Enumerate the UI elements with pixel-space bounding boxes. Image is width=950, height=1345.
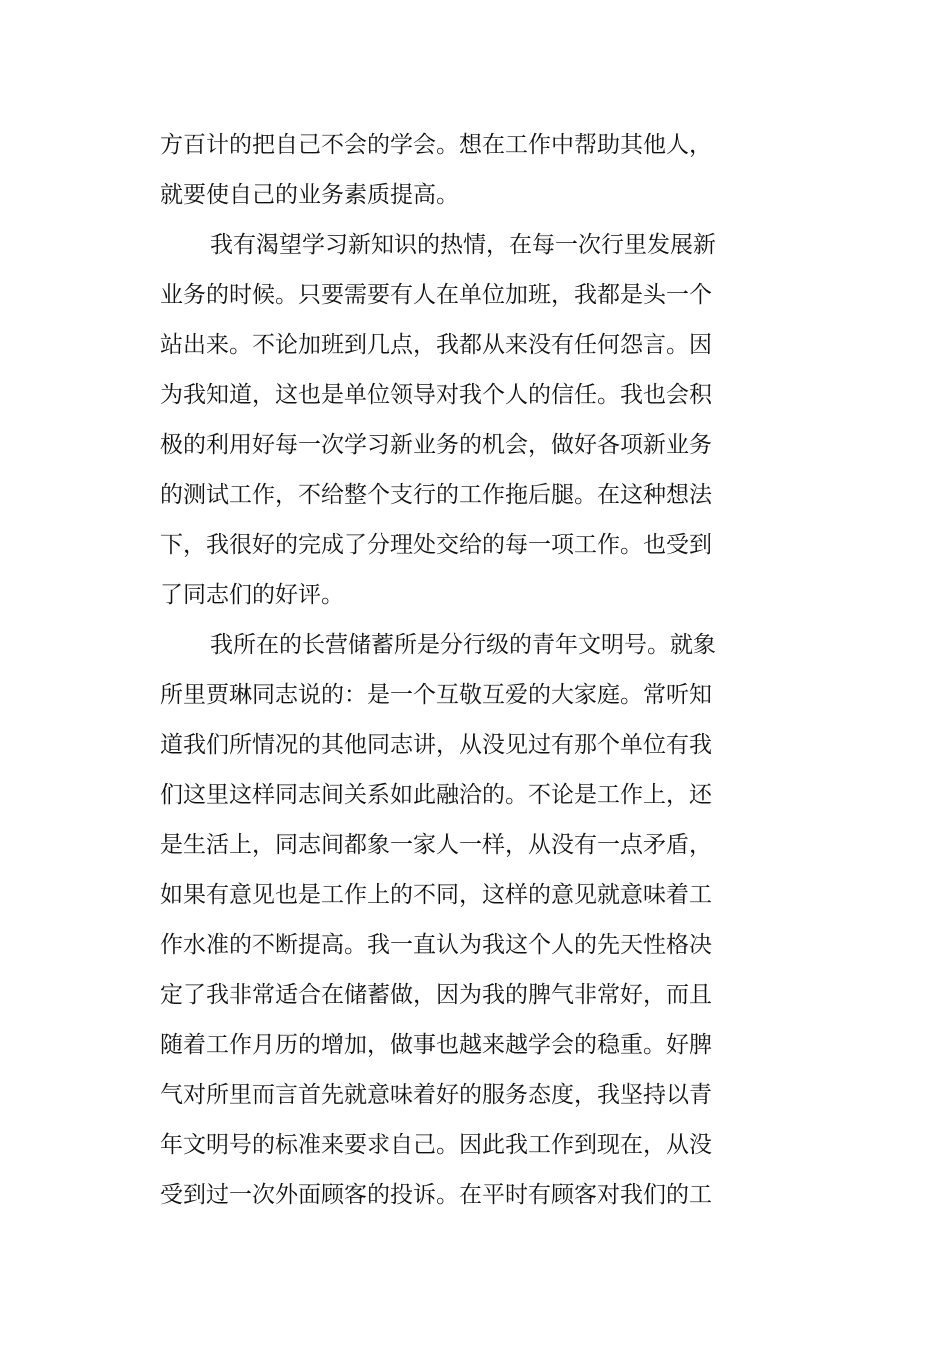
text-line: 下，我很好的完成了分理处交给的每一项工作。也受到: [160, 532, 712, 558]
text-line: 是生活上，同志间都象一家人一样，从没有一点矛盾，: [160, 832, 712, 858]
text-line: 方百计的把自己不会的学会。想在工作中帮助其他人，: [160, 132, 712, 158]
text-line: 如果有意见也是工作上的不同，这样的意见就意味着工: [160, 882, 712, 908]
paragraph-first-line: 我有渴望学习新知识的热情，在每一次行里发展新: [210, 232, 716, 258]
text-line: 作水准的不断提高。我一直认为我这个人的先天性格决: [160, 932, 712, 958]
text-line: 们这里这样同志间关系如此融洽的。不论是工作上，还: [160, 782, 712, 808]
text-line: 随着工作月历的增加，做事也越来越学会的稳重。好脾: [160, 1032, 712, 1058]
text-line: 气对所里而言首先就意味着好的服务态度，我坚持以青: [160, 1082, 712, 1108]
paragraph-first-line: 我所在的长营储蓄所是分行级的青年文明号。就象: [210, 632, 716, 658]
text-line: 极的利用好每一次学习新业务的机会，做好各项新业务: [160, 432, 712, 458]
text-line: 了同志们的好评。: [160, 582, 344, 608]
text-line: 为我知道，这也是单位领导对我个人的信任。我也会积: [160, 382, 712, 408]
text-line: 业务的时候。只要需要有人在单位加班，我都是头一个: [160, 282, 712, 308]
text-line: 受到过一次外面顾客的投诉。在平时有顾客对我们的工: [160, 1182, 712, 1208]
text-line: 的测试工作，不给整个支行的工作拖后腿。在这种想法: [160, 482, 712, 508]
body-text: [160, 120, 720, 1220]
text-line: 定了我非常适合在储蓄做，因为我的脾气非常好，而且: [160, 982, 712, 1008]
text-line: 道我们所情况的其他同志讲，从没见过有那个单位有我: [160, 732, 712, 758]
text-line: 年文明号的标准来要求自己。因此我工作到现在，从没: [160, 1132, 712, 1158]
text-line: 就要使自己的业务素质提高。: [160, 182, 459, 208]
text-line: 站出来。不论加班到几点，我都从来没有任何怨言。因: [160, 332, 712, 358]
text-line: 所里贾琳同志说的：是一个互敬互爱的大家庭。常听知: [160, 682, 712, 708]
